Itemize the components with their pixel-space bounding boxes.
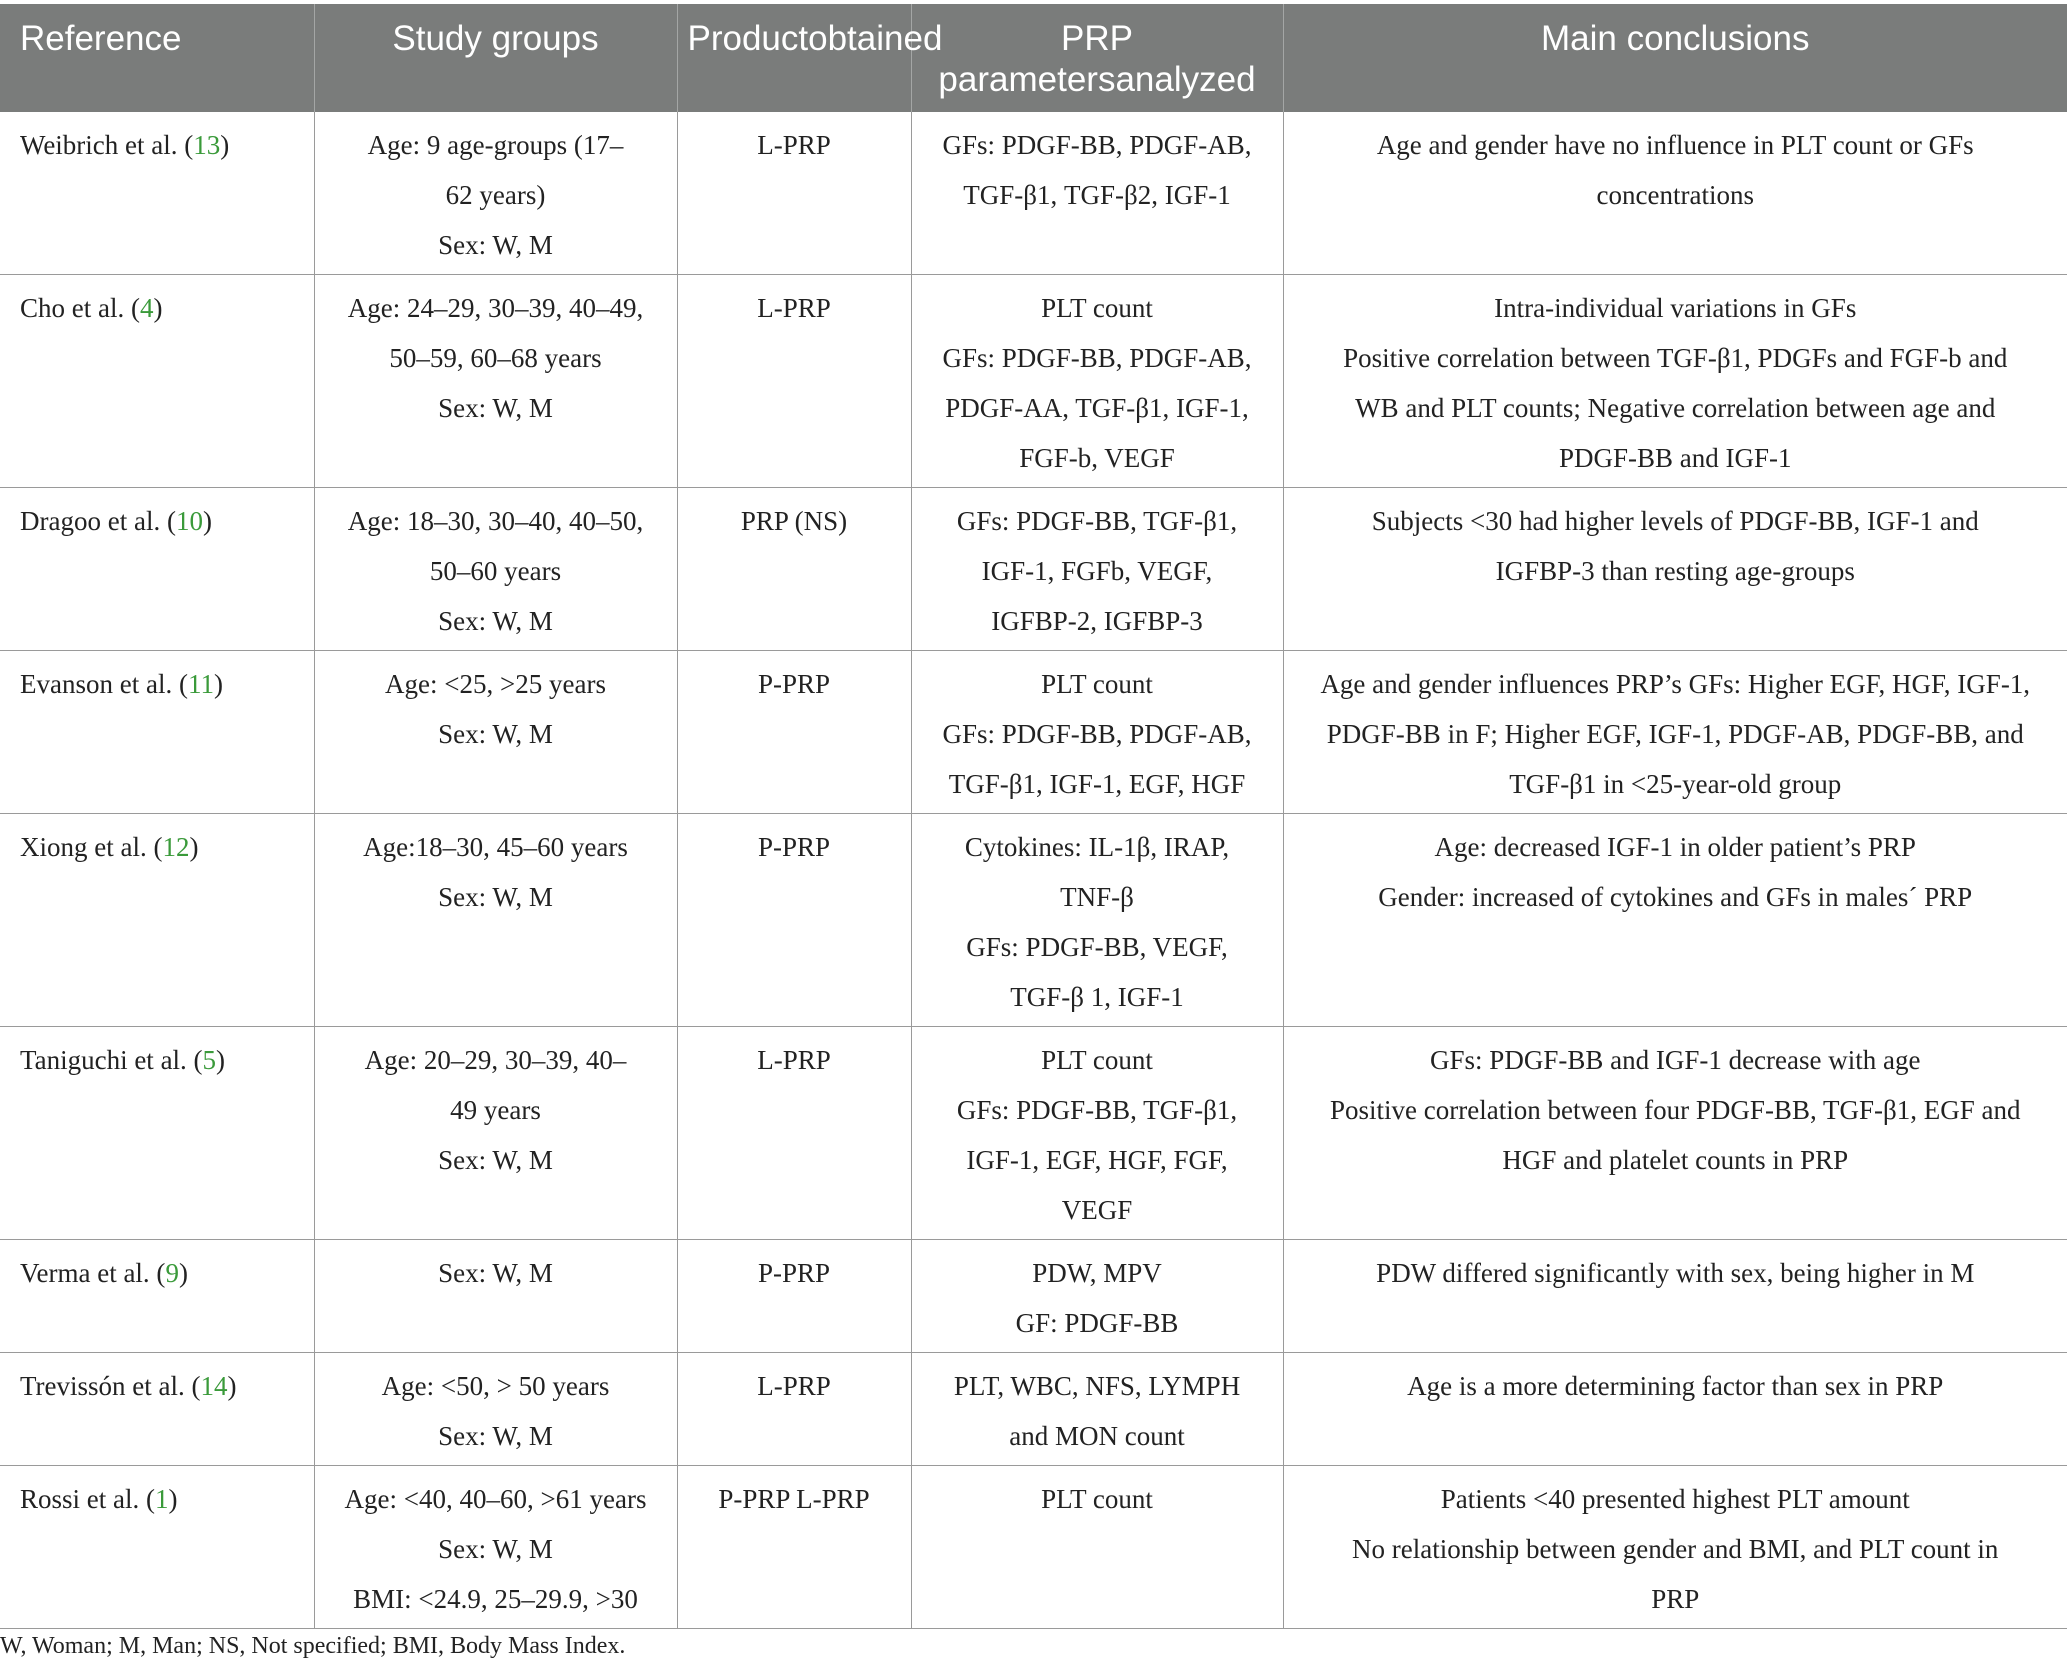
product-line: P-PRP [757, 669, 831, 699]
reference-close: ) [202, 506, 212, 536]
study-groups-cell [314, 651, 677, 814]
study-groups-line: Age: 20–29, 30–39, 40– [364, 1045, 627, 1075]
header-product-obtained-line: Product [687, 19, 809, 58]
conclusions-cell [1283, 488, 2067, 651]
parameters-line: PLT count [1041, 293, 1153, 323]
table-container [0, 4, 2067, 1629]
study-groups-line: Sex: W, M [438, 1258, 553, 1288]
study-groups-line: Age:18–30, 45–60 years [363, 832, 628, 862]
reference-close: ) [220, 130, 230, 160]
conclusions-line: Positive correlation between TGF-β1, PDGFs and FGF-b and [1343, 343, 2008, 373]
study-groups-line: Sex: W, M [438, 606, 553, 636]
product-line: P-PRP L-PRP [718, 1484, 870, 1514]
header-product-obtained [677, 4, 943, 112]
parameters-line: GFs: PDGF-BB, PDGF-AB, [942, 719, 1252, 749]
header-reference [0, 4, 314, 112]
product-cell [677, 488, 911, 651]
parameters-line: TNF-β [1060, 882, 1134, 912]
product-line: L-PRP [757, 1045, 831, 1075]
study-groups-line: Age: <40, 40–60, >61 years [344, 1484, 647, 1514]
product-cell [677, 112, 911, 275]
conclusions-line: PDGF-BB and IGF-1 [1558, 443, 1792, 473]
parameters-line: TGF-β1, TGF-β2, IGF-1 [963, 180, 1231, 210]
table-row [0, 275, 2067, 488]
table-row [0, 651, 2067, 814]
parameters-line: GFs: PDGF-BB, TGF-β1, [956, 1095, 1238, 1125]
parameters-cell [911, 814, 1283, 1027]
reference-number-link[interactable]: 11 [187, 669, 214, 699]
product-line: PRP (NS) [740, 506, 848, 536]
parameters-cell [911, 112, 1283, 275]
reference-cell [0, 1027, 314, 1240]
study-groups-line: BMI: <24.9, 25–29.9, >30 [353, 1584, 638, 1614]
table-footnote: W, Woman; M, Man; NS, Not specified; BMI, Body Mass Index. [0, 1633, 626, 1659]
reference-close: ) [189, 832, 199, 862]
study-groups-line: 50–59, 60–68 years [389, 343, 602, 373]
conclusions-line: Age: decreased IGF-1 in older patient’s PRP [1434, 832, 1916, 862]
product-line: L-PRP [757, 1371, 831, 1401]
conclusions-line: Age and gender have no influence in PLT count or GFs [1376, 130, 1974, 160]
table-row [0, 1240, 2067, 1353]
product-cell [677, 1466, 911, 1629]
header-study-groups [314, 4, 677, 112]
parameters-cell [911, 1466, 1283, 1629]
parameters-line: GFs: PDGF-BB, PDGF-AB, [942, 343, 1252, 373]
reference-close: ) [153, 293, 163, 323]
conclusions-line: Age and gender influences PRP’s GFs: Higher EGF, HGF, IGF-1, [1320, 669, 2031, 699]
conclusions-line: Positive correlation between four PDGF-BB, TGF-β1, EGF and [1330, 1095, 2021, 1125]
study-groups-line: Sex: W, M [438, 882, 553, 912]
parameters-cell [911, 275, 1283, 488]
reference-close: ) [227, 1371, 237, 1401]
product-cell [677, 651, 911, 814]
reference-author: Trevissón et al. ( [20, 1371, 201, 1401]
study-groups-line: 50–60 years [429, 556, 562, 586]
study-groups-line: Sex: W, M [438, 719, 553, 749]
conclusions-cell [1283, 1240, 2067, 1353]
table-row [0, 1466, 2067, 1629]
study-groups-line: 49 years [450, 1095, 541, 1125]
parameters-line: GFs: PDGF-BB, VEGF, [966, 932, 1228, 962]
study-groups-cell [314, 1466, 677, 1629]
reference-cell [0, 814, 314, 1027]
conclusions-cell [1283, 651, 2067, 814]
reference-cell [0, 1240, 314, 1353]
reference-author: Taniguchi et al. ( [20, 1045, 203, 1075]
parameters-line: PLT count [1041, 1045, 1153, 1075]
conclusions-cell [1283, 1027, 2067, 1240]
study-groups-line: Sex: W, M [438, 393, 553, 423]
parameters-cell [911, 1353, 1283, 1466]
parameters-line: FGF-b, VEGF [1019, 443, 1175, 473]
conclusions-cell [1283, 1466, 2067, 1629]
reference-author: Xiong et al. ( [20, 832, 163, 862]
conclusions-line: Age is a more determining factor than sex in PRP [1407, 1371, 1944, 1401]
header-main-conclusions-line: Main conclusions [1541, 19, 1810, 58]
header-prp-parameters [911, 4, 1283, 112]
parameters-line: PLT, WBC, NFS, LYMPH [953, 1371, 1241, 1401]
reference-cell [0, 1353, 314, 1466]
conclusions-line: TGF-β1 in <25-year-old group [1509, 769, 1842, 799]
conclusions-line: Patients <40 presented highest PLT amount [1440, 1484, 1910, 1514]
reference-number-link[interactable]: 12 [162, 832, 190, 862]
reference-cell [0, 488, 314, 651]
study-groups-line: Sex: W, M [438, 1421, 553, 1451]
study-groups-line: Sex: W, M [438, 230, 553, 260]
conclusions-cell [1283, 1353, 2067, 1466]
parameters-cell [911, 488, 1283, 651]
table-row [0, 112, 2067, 275]
conclusions-line: GFs: PDGF-BB and IGF-1 decrease with age [1430, 1045, 1921, 1075]
parameters-line: TGF-β 1, IGF-1 [1010, 982, 1184, 1012]
parameters-line: Cytokines: IL-1β, IRAP, [964, 832, 1230, 862]
table-row [0, 1027, 2067, 1240]
product-line: L-PRP [757, 130, 831, 160]
conclusions-cell [1283, 112, 2067, 275]
studies-table [0, 4, 2067, 1629]
study-groups-line: Age: 24–29, 30–39, 40–49, [347, 293, 644, 323]
study-groups-line: Sex: W, M [438, 1534, 553, 1564]
reference-number-link[interactable]: 10 [175, 506, 203, 536]
product-cell [677, 275, 911, 488]
conclusions-line: Gender: increased of cytokines and GFs in males´ PRP [1378, 882, 1973, 912]
study-groups-cell [314, 1353, 677, 1466]
product-line: P-PRP [757, 1258, 831, 1288]
header-product-obtained-line: obtained [808, 19, 943, 58]
reference-number-link[interactable]: 4 [139, 293, 154, 323]
parameters-cell [911, 1027, 1283, 1240]
reference-number-link[interactable]: 9 [165, 1258, 179, 1288]
study-groups-cell [314, 1240, 677, 1353]
conclusions-line: Intra-individual variations in GFs [1494, 293, 1857, 323]
parameters-line: PDW, MPV [1032, 1258, 1162, 1288]
reference-author: Rossi et al. ( [20, 1484, 155, 1514]
table-body [0, 112, 2067, 1629]
study-groups-line: Age: 18–30, 30–40, 40–50, [347, 506, 644, 536]
parameters-line: PLT count [1041, 669, 1153, 699]
product-cell [677, 1240, 911, 1353]
reference-close: ) [168, 1484, 178, 1514]
study-groups-line: Age: 9 age-groups (17– [367, 130, 624, 160]
conclusions-cell [1283, 275, 2067, 488]
reference-cell [0, 112, 314, 275]
reference-number-link[interactable]: 13 [193, 130, 221, 160]
conclusions-line: PDGF-BB in F; Higher EGF, IGF-1, PDGF-AB, PDGF-BB, and [1326, 719, 2024, 749]
conclusions-cell [1283, 814, 2067, 1027]
conclusions-line: PRP [1651, 1584, 1700, 1614]
study-groups-line: Age: <50, > 50 years [381, 1371, 610, 1401]
study-groups-line: Sex: W, M [438, 1145, 553, 1175]
parameters-line: GF: PDGF-BB [1015, 1308, 1179, 1338]
parameters-line: PLT count [1041, 1484, 1153, 1514]
conclusions-line: Subjects <30 had higher levels of PDGF-BB, IGF-1 and [1371, 506, 1979, 536]
conclusions-line: concentrations [1596, 180, 1754, 210]
conclusions-line: PDW differed significantly with sex, being higher in M [1376, 1258, 1975, 1288]
conclusions-line: WB and PLT counts; Negative correlation between age and [1355, 393, 1996, 423]
parameters-cell [911, 651, 1283, 814]
header-reference-line: Reference [20, 19, 182, 58]
parameters-line: PDGF-AA, TGF-β1, IGF-1, [945, 393, 1249, 423]
study-groups-line: 62 years) [445, 180, 546, 210]
conclusions-line: IGFBP-3 than resting age-groups [1495, 556, 1855, 586]
parameters-line: IGFBP-2, IGFBP-3 [991, 606, 1203, 636]
parameters-line: IGF-1, FGFb, VEGF, [981, 556, 1213, 586]
reference-number-link[interactable]: 5 [202, 1045, 217, 1075]
reference-number-link[interactable]: 1 [155, 1484, 169, 1514]
product-cell [677, 1353, 911, 1466]
reference-number-link[interactable]: 14 [200, 1371, 228, 1401]
table-row [0, 814, 2067, 1027]
reference-close: ) [216, 1045, 226, 1075]
reference-close: ) [213, 669, 223, 699]
study-groups-cell [314, 112, 677, 275]
product-cell [677, 1027, 911, 1240]
reference-cell [0, 1466, 314, 1629]
reference-cell [0, 275, 314, 488]
reference-close: ) [178, 1258, 188, 1288]
reference-author: Verma et al. ( [20, 1258, 166, 1288]
parameters-cell [911, 1240, 1283, 1353]
table-row [0, 1353, 2067, 1466]
study-groups-cell [314, 1027, 677, 1240]
table-row [0, 488, 2067, 651]
study-groups-line: Age: <25, >25 years [385, 669, 606, 699]
header-row [0, 4, 2067, 112]
product-line: L-PRP [757, 293, 831, 323]
parameters-line: and MON count [1009, 1421, 1185, 1451]
header-main-conclusions [1283, 4, 2067, 112]
product-cell [677, 814, 911, 1027]
conclusions-line: No relationship between gender and BMI, and PLT count in [1352, 1534, 1999, 1564]
reference-cell [0, 651, 314, 814]
product-line: P-PRP [757, 832, 831, 862]
parameters-line: TGF-β1, IGF-1, EGF, HGF [948, 769, 1246, 799]
conclusions-line: HGF and platelet counts in PRP [1502, 1145, 1849, 1175]
reference-author: Dragoo et al. ( [20, 506, 176, 536]
study-groups-cell [314, 275, 677, 488]
parameters-line: GFs: PDGF-BB, PDGF-AB, [942, 130, 1252, 160]
parameters-line: IGF-1, EGF, HGF, FGF, [966, 1145, 1228, 1175]
table-header [0, 4, 2067, 112]
header-prp-parameters-line: analyzed [1115, 60, 1256, 99]
study-groups-cell [314, 488, 677, 651]
study-groups-cell [314, 814, 677, 1027]
header-study-groups-line: Study groups [392, 19, 599, 58]
parameters-line: VEGF [1061, 1195, 1133, 1225]
reference-author: Weibrich et al. ( [20, 130, 194, 160]
parameters-line: GFs: PDGF-BB, TGF-β1, [956, 506, 1238, 536]
reference-author: Evanson et al. ( [20, 669, 188, 699]
header-prp-parameters-line: PRP parameters [938, 19, 1133, 99]
reference-author: Cho et al. ( [20, 293, 140, 323]
